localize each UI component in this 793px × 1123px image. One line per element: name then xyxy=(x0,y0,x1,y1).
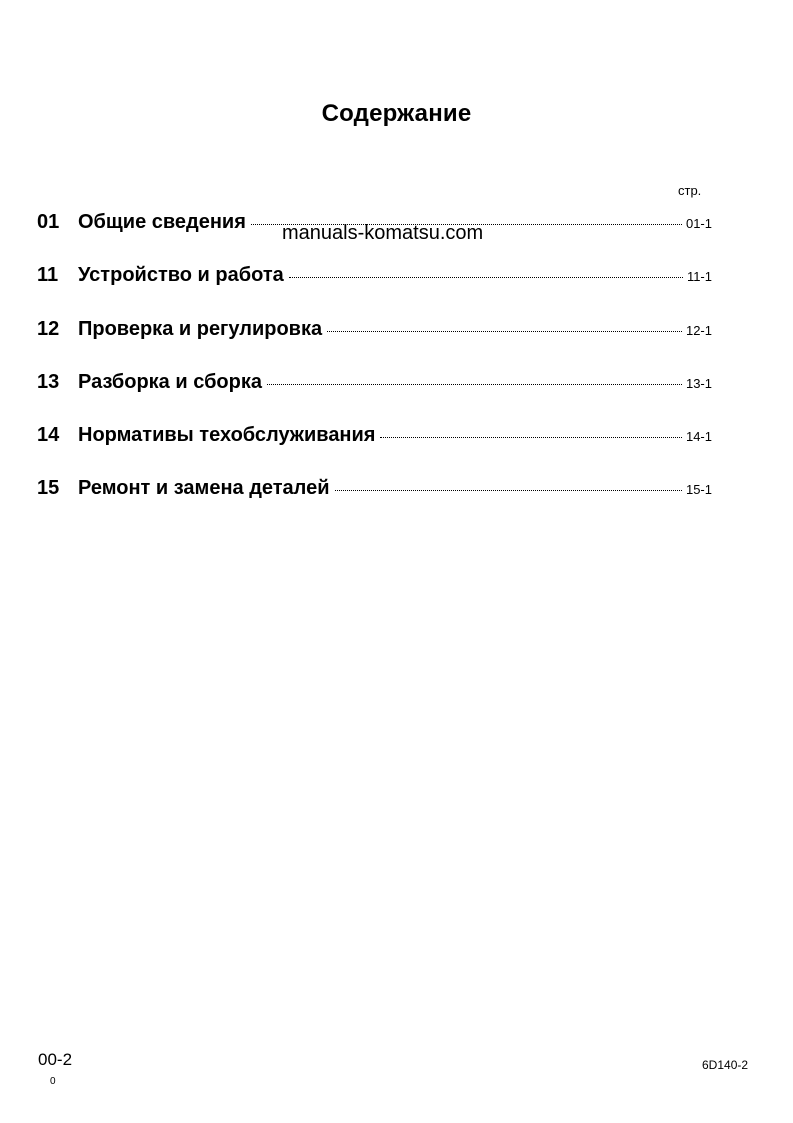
watermark-text: manuals-komatsu.com xyxy=(282,222,484,244)
toc-page-number: 11-1 xyxy=(686,269,712,285)
toc-page-number: 15-1 xyxy=(685,482,712,498)
toc-section-title: Нормативы техобслуживания xyxy=(78,424,376,447)
toc-leader-dots xyxy=(335,489,682,491)
toc-page-number: 01-1 xyxy=(685,216,712,231)
page-column-label: стр. xyxy=(678,183,702,198)
toc-section-title: Устройство и работа xyxy=(78,264,284,287)
toc-leader-dots xyxy=(327,330,682,332)
toc-section-number: 01 xyxy=(37,211,60,233)
toc-leader-dots xyxy=(380,436,681,438)
toc-entry[interactable] xyxy=(37,264,712,317)
toc-entry[interactable] xyxy=(37,318,712,371)
toc-section-number: 13 xyxy=(37,370,60,393)
toc-section-number: 12 xyxy=(37,317,60,340)
toc-entry[interactable] xyxy=(37,371,712,424)
toc-page-number: 14-1 xyxy=(685,429,712,445)
toc-section-number: 14 xyxy=(37,424,60,447)
toc-page-number: 13-1 xyxy=(685,375,712,391)
footer-page-number: 00-2 xyxy=(38,1050,73,1069)
toc-section-title: Ремонт и замена деталей xyxy=(78,477,330,500)
toc-leader-dots xyxy=(289,276,683,278)
toc-entry[interactable] xyxy=(37,424,712,477)
toc-section-number: 11 xyxy=(37,264,59,287)
toc-page-number: 12-1 xyxy=(685,322,712,338)
footer-revision: 0 xyxy=(50,1076,56,1087)
toc-section-number: 15 xyxy=(37,477,60,500)
toc-section-title: Проверка и регулировка xyxy=(78,317,323,340)
toc-section-title: Разборка и сборка xyxy=(78,370,262,393)
toc-leader-dots xyxy=(267,383,682,385)
toc-section-title: Общие сведения xyxy=(78,211,246,233)
page-title: Содержание xyxy=(321,100,472,127)
footer-model: 6D140-2 xyxy=(702,1058,749,1072)
table-of-contents xyxy=(37,211,712,531)
toc-entry[interactable] xyxy=(37,477,712,530)
